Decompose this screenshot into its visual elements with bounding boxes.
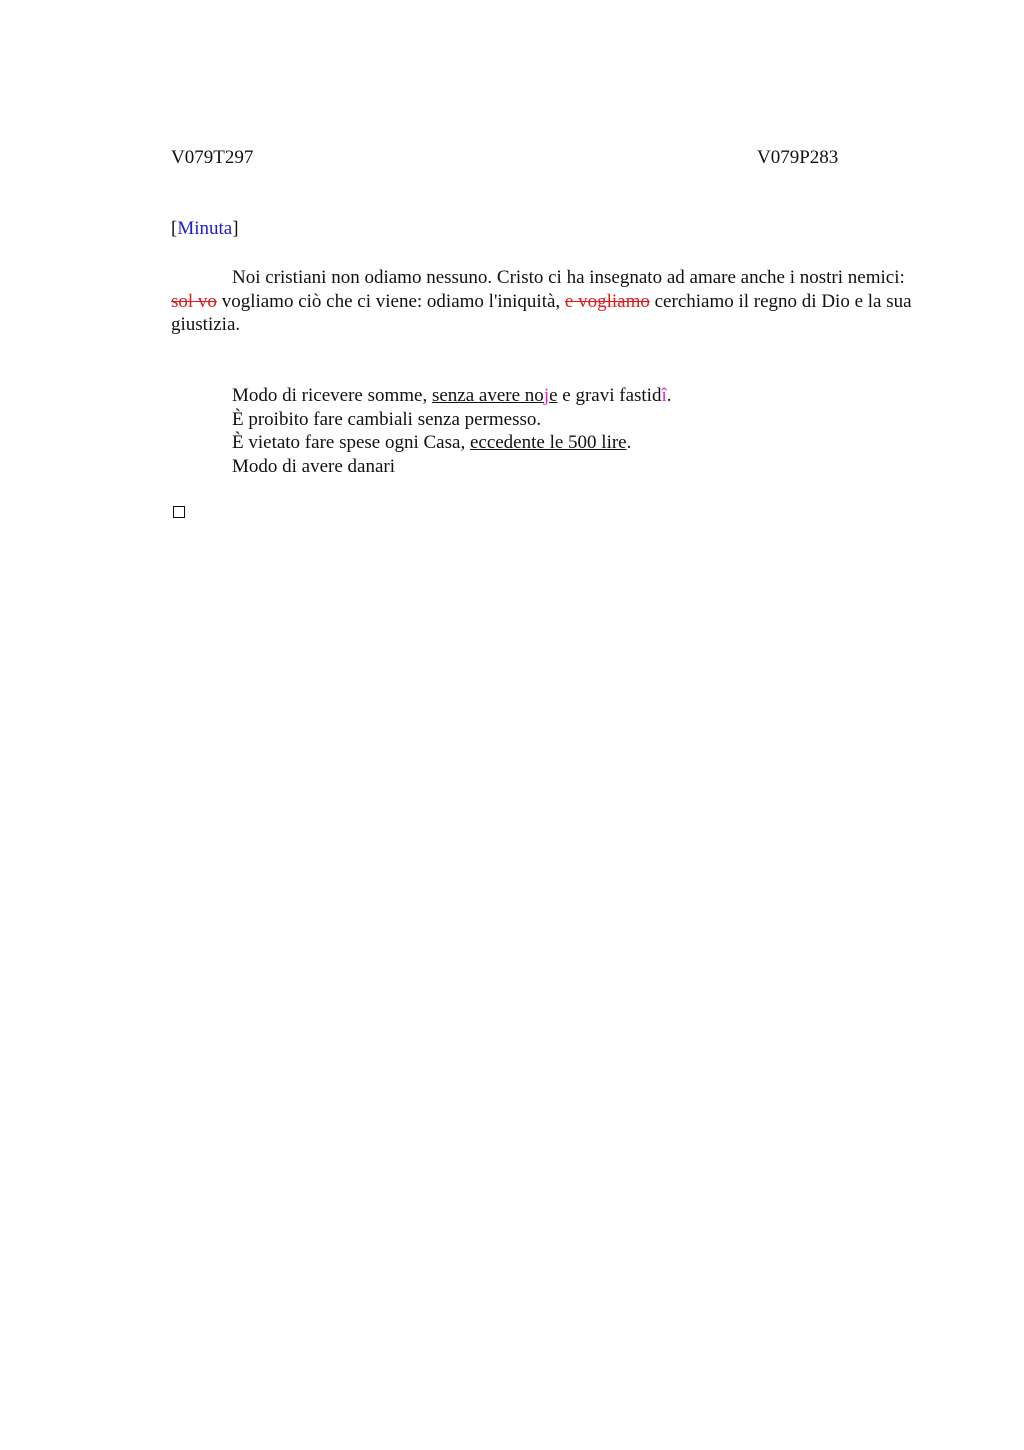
- list-item: Modo di avere danari: [232, 455, 396, 477]
- line3-end: .: [626, 432, 632, 453]
- list-item: [232, 431, 672, 455]
- paragraph-segment-2: vogliamo ciò che ci viene: odiamo l'iniquità,: [216, 290, 565, 312]
- minuta-heading: [171, 218, 239, 240]
- underlined-part-b: e: [549, 385, 558, 406]
- emended-letter-i: î: [661, 385, 667, 406]
- header-right-code: V079P283: [757, 147, 839, 168]
- list-item: [232, 384, 672, 408]
- header-left-code: V079T297: [171, 147, 254, 168]
- line1-end: .: [666, 385, 672, 406]
- list-item: È proibito fare cambiali senza permesso.: [232, 408, 542, 430]
- emended-letter-j: j: [543, 385, 550, 406]
- underlined-amount: eccedente le 500 lire: [469, 432, 627, 453]
- deleted-text-1: sol vo: [171, 290, 217, 312]
- minuta-open-bracket: [: [171, 218, 178, 239]
- minuta-close-bracket: ]: [232, 218, 239, 239]
- main-paragraph: [171, 266, 923, 337]
- underlined-part-a: senza avere no: [431, 385, 544, 406]
- paragraph-segment-1: Noi cristiani non odiamo nessuno. Cristo ci ha insegnato ad amare anche i nostri nemici:: [232, 267, 905, 288]
- line3-prefix: È vietato fare spese ogni Casa,: [232, 432, 470, 453]
- notes-list: [232, 384, 672, 478]
- empty-square-icon: [173, 506, 185, 518]
- line1-prefix: Modo di ricevere somme,: [232, 385, 432, 406]
- paragraph-segment-3: cerchiamo il regno di Dio e la sua giustizia.: [171, 290, 912, 335]
- deleted-text-2: e vogliamo: [564, 290, 650, 312]
- underlined-phrase: [432, 385, 558, 406]
- minuta-label: Minuta: [177, 218, 233, 239]
- line1-middle: e gravi fastid: [557, 385, 662, 406]
